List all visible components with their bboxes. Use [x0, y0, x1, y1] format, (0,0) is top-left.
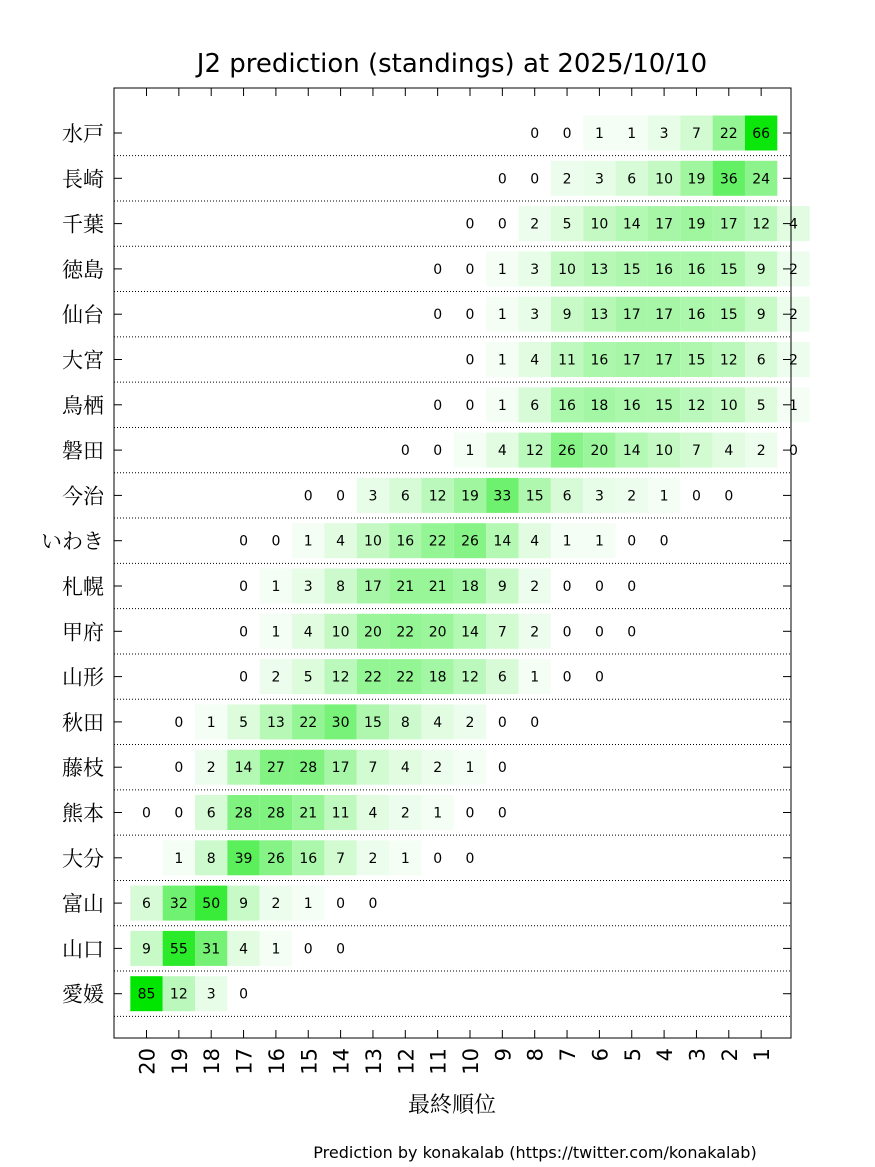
- cell-value: 22: [364, 669, 382, 686]
- cell-value: 30: [331, 714, 350, 731]
- cell-value: 0: [174, 760, 184, 777]
- x-tick-label: 3: [685, 1048, 710, 1062]
- team-label: 富山: [62, 892, 104, 917]
- cell-value: 0: [562, 624, 572, 641]
- cell-value: 4: [400, 760, 410, 777]
- chart-title: J2 prediction (standings) at 2025/10/10: [196, 49, 708, 79]
- cell-value: 66: [752, 126, 771, 142]
- cell-value: 0: [336, 941, 346, 958]
- cell-value: 16: [687, 261, 706, 278]
- cell-value: 12: [525, 443, 544, 460]
- cell-value: 22: [396, 669, 415, 686]
- cell-value: 6: [530, 397, 540, 414]
- cell-value: 7: [691, 126, 701, 142]
- cell-value: 3: [206, 986, 216, 1003]
- cell-value: 9: [497, 579, 507, 595]
- cell-value: 2: [530, 216, 540, 233]
- team-label: 山形: [62, 665, 104, 690]
- cell-value: 26: [461, 533, 479, 550]
- team-label: 藤枝: [62, 756, 104, 781]
- cell-value: 0: [433, 850, 443, 867]
- cell-value: 15: [622, 261, 641, 278]
- cell-value: 1: [174, 850, 184, 867]
- cell-value: 3: [530, 307, 540, 324]
- cell-value: 9: [756, 261, 766, 278]
- cell-value: 12: [719, 352, 738, 369]
- cell-value: 17: [331, 760, 350, 777]
- cell-value: 0: [271, 533, 281, 550]
- cell-value: 18: [428, 669, 447, 686]
- cell-value: 16: [558, 397, 576, 414]
- cell-value: 5: [562, 216, 572, 233]
- cell-value: 4: [497, 443, 507, 460]
- x-tick-label: 7: [556, 1048, 581, 1062]
- cell-value: 21: [299, 805, 318, 822]
- x-tick-label: 10: [459, 1048, 483, 1075]
- cell-value: 9: [239, 896, 249, 913]
- team-label: 磐田: [62, 439, 104, 464]
- cell-value: 0: [465, 352, 475, 369]
- cell-value: 0: [174, 805, 184, 822]
- cell-value: 4: [433, 714, 443, 731]
- cell-value: 4: [789, 216, 798, 233]
- cell-value: 8: [336, 579, 346, 595]
- cell-value: 18: [461, 579, 479, 595]
- cell-value: 17: [655, 216, 674, 233]
- cell-value: 18: [590, 397, 609, 414]
- cell-value: 12: [752, 216, 771, 233]
- cell-value: 0: [239, 624, 249, 641]
- cell-value: 10: [655, 443, 674, 460]
- x-tick-label: 14: [329, 1048, 354, 1075]
- cell-value: 0: [336, 488, 346, 505]
- cell-value: 0: [724, 488, 734, 505]
- cell-value: 0: [400, 443, 410, 460]
- cell-value: 8: [400, 714, 410, 731]
- cell-value: 1: [627, 126, 637, 142]
- cell-value: 39: [234, 850, 253, 867]
- cell-value: 12: [687, 397, 706, 414]
- cell-value: 12: [461, 669, 479, 686]
- cell-value: 14: [493, 533, 512, 550]
- cell-value: 0: [594, 669, 604, 686]
- cell-value: 5: [239, 714, 249, 731]
- cell-value: 16: [396, 533, 415, 550]
- cell-value: 0: [530, 171, 540, 188]
- cell-value: 1: [271, 624, 281, 641]
- team-label: 鳥栖: [62, 393, 104, 418]
- cell-value: 2: [789, 352, 798, 369]
- cell-value: 10: [558, 261, 576, 278]
- cell-value: 0: [530, 714, 540, 731]
- x-tick-label: 12: [394, 1048, 419, 1075]
- team-label: 愛媛: [62, 982, 104, 1007]
- cell-value: 1: [497, 397, 507, 414]
- cell-value: 0: [433, 261, 443, 278]
- cell-value: 0: [562, 669, 572, 686]
- cell-value: 0: [465, 307, 475, 324]
- cell-value: 1: [497, 307, 507, 324]
- cell-value: 1: [594, 533, 604, 550]
- cell-value: 0: [497, 714, 507, 731]
- cell-value: 1: [562, 533, 572, 550]
- cell-value: 19: [687, 171, 706, 188]
- cell-value: 0: [789, 443, 798, 460]
- cell-value: 3: [368, 488, 378, 505]
- cell-value: 0: [691, 488, 701, 505]
- cell-value: 32: [169, 896, 188, 913]
- cell-value: 6: [142, 896, 151, 913]
- team-label: 大分: [62, 846, 104, 871]
- cell-value: 1: [433, 805, 443, 822]
- cell-value: 22: [299, 714, 318, 731]
- team-label: 今治: [62, 484, 104, 509]
- cell-value: 16: [655, 261, 674, 278]
- cell-value: 2: [530, 624, 540, 641]
- cell-value: 1: [789, 397, 798, 414]
- cell-value: 2: [206, 760, 216, 777]
- cell-value: 1: [594, 126, 604, 142]
- cell-value: 1: [530, 669, 540, 686]
- x-tick-label: 20: [135, 1048, 160, 1075]
- cell-value: 17: [622, 352, 641, 369]
- cell-value: 22: [396, 624, 415, 641]
- cell-value: 22: [428, 533, 447, 550]
- x-tick-label: 17: [232, 1048, 257, 1075]
- cell-value: 28: [266, 805, 285, 822]
- cell-value: 20: [428, 624, 447, 641]
- cell-value: 4: [368, 805, 378, 822]
- x-tick-label: 15: [297, 1048, 322, 1075]
- cell-value: 15: [655, 397, 674, 414]
- x-tick-label: 9: [491, 1048, 516, 1062]
- cell-value: 4: [724, 443, 734, 460]
- team-labels: [41, 122, 105, 1007]
- cell-value: 16: [299, 850, 318, 867]
- cell-value: 6: [562, 488, 572, 505]
- cell-value: 2: [271, 669, 281, 686]
- cell-value: 2: [627, 488, 637, 505]
- cell-value: 16: [622, 397, 641, 414]
- cell-value: 28: [299, 760, 318, 777]
- x-tick-label: 5: [620, 1048, 645, 1062]
- cell-value: 85: [137, 986, 156, 1003]
- cell-value: 0: [336, 896, 346, 913]
- team-label: 熊本: [62, 801, 104, 826]
- cell-value: 0: [659, 533, 669, 550]
- team-label: 甲府: [62, 620, 104, 645]
- cell-value: 2: [400, 805, 410, 822]
- cell-value: 14: [234, 760, 253, 777]
- cell-value: 0: [497, 171, 507, 188]
- x-tick-label: 1: [750, 1048, 775, 1062]
- cell-value: 14: [622, 216, 641, 233]
- cell-value: 24: [752, 171, 771, 188]
- cell-value: 31: [202, 941, 221, 958]
- cell-value: 1: [206, 714, 216, 731]
- cell-value: 15: [525, 488, 544, 505]
- team-label: 大宮: [62, 348, 104, 373]
- cell-value: 2: [368, 850, 378, 867]
- cell-value: 7: [497, 624, 507, 641]
- cell-value: 10: [719, 397, 738, 414]
- cell-value: 16: [590, 352, 609, 369]
- cell-value: 17: [364, 579, 382, 595]
- cell-value: 6: [627, 171, 637, 188]
- cell-value: 0: [465, 216, 475, 233]
- cell-value: 15: [719, 307, 738, 324]
- team-label: 札幌: [62, 575, 104, 599]
- heatmap-cells: [130, 116, 809, 1012]
- x-tick-label: 13: [361, 1048, 386, 1075]
- x-tick-label: 4: [653, 1048, 678, 1062]
- cell-value: 17: [719, 216, 738, 233]
- cell-value: 17: [622, 307, 641, 324]
- cell-value: 27: [266, 760, 285, 777]
- cell-value: 10: [364, 533, 382, 550]
- cell-value: 26: [558, 443, 576, 460]
- cell-value: 1: [497, 261, 507, 278]
- cell-value: 11: [331, 805, 350, 822]
- cell-value: 36: [719, 171, 738, 188]
- cell-value: 8: [206, 850, 216, 867]
- cell-value: 2: [756, 443, 766, 460]
- cell-value: 21: [428, 579, 447, 595]
- x-tick-label: 19: [167, 1048, 192, 1075]
- cell-value: 15: [687, 352, 706, 369]
- cell-value: 0: [239, 533, 249, 550]
- cell-value: 6: [206, 805, 216, 822]
- cell-value: 3: [659, 126, 669, 142]
- cell-value: 1: [400, 850, 410, 867]
- cell-value: 4: [336, 533, 346, 550]
- cell-value: 4: [530, 352, 540, 369]
- cell-value: 0: [303, 488, 313, 505]
- x-tick-label: 16: [264, 1048, 289, 1075]
- cell-value: 19: [687, 216, 706, 233]
- cell-value: 17: [655, 352, 674, 369]
- cell-value: 0: [497, 216, 507, 233]
- cell-value: 1: [271, 941, 281, 958]
- cell-value: 0: [303, 941, 313, 958]
- cell-value: 14: [622, 443, 641, 460]
- cell-value: 2: [271, 896, 281, 913]
- x-tick-label: 8: [523, 1048, 548, 1062]
- cell-value: 4: [530, 533, 540, 550]
- cell-value: 12: [169, 986, 188, 1003]
- cell-value: 0: [562, 126, 572, 142]
- cell-value: 3: [594, 171, 604, 188]
- cell-value: 22: [719, 126, 738, 142]
- cell-value: 21: [396, 579, 415, 595]
- cell-value: 0: [174, 714, 184, 731]
- cell-value: 6: [400, 488, 410, 505]
- cell-value: 16: [687, 307, 706, 324]
- team-label: 水戸: [62, 122, 104, 146]
- cell-value: 6: [497, 669, 507, 686]
- cell-value: 2: [789, 261, 798, 278]
- x-tick-label: 2: [717, 1048, 742, 1062]
- cell-value: 7: [691, 443, 701, 460]
- team-label: 仙台: [62, 303, 104, 328]
- cell-value: 0: [497, 805, 507, 822]
- cell-value: 4: [303, 624, 313, 641]
- cell-value: 7: [368, 760, 378, 777]
- cell-value: 15: [719, 261, 738, 278]
- cell-value: 10: [331, 624, 350, 641]
- cell-value: 3: [303, 579, 313, 595]
- cell-value: 0: [239, 579, 249, 595]
- cell-value: 0: [562, 579, 572, 595]
- cell-value: 1: [497, 352, 507, 369]
- cell-value: 0: [239, 669, 249, 686]
- cell-value: 11: [558, 352, 576, 369]
- cell-value: 1: [271, 579, 281, 595]
- cell-value: 0: [433, 443, 443, 460]
- x-tick-label: 11: [426, 1048, 451, 1075]
- cell-value: 0: [627, 533, 637, 550]
- cell-value: 0: [368, 896, 378, 913]
- cell-value: 0: [465, 805, 475, 822]
- cell-value: 4: [239, 941, 249, 958]
- cell-value: 0: [433, 397, 443, 414]
- cell-value: 0: [142, 805, 151, 822]
- cell-value: 55: [169, 941, 188, 958]
- cell-value: 33: [493, 488, 512, 505]
- cell-value: 5: [303, 669, 313, 686]
- cell-value: 7: [336, 850, 346, 867]
- cell-value: 9: [142, 941, 151, 958]
- cell-value: 3: [594, 488, 604, 505]
- cell-value: 3: [530, 261, 540, 278]
- x-tick-labels: [136, 1048, 775, 1075]
- x-tick-label: 6: [588, 1048, 613, 1062]
- cell-value: 1: [303, 533, 313, 550]
- cell-value: 19: [461, 488, 479, 505]
- cell-value: 28: [234, 805, 253, 822]
- cell-value: 0: [465, 850, 475, 867]
- cell-value: 0: [627, 624, 637, 641]
- cell-value: 13: [590, 261, 609, 278]
- cell-value: 2: [465, 714, 475, 731]
- cell-value: 13: [266, 714, 285, 731]
- cell-value: 1: [659, 488, 669, 505]
- cell-value: 2: [562, 171, 572, 188]
- cell-value: 13: [590, 307, 609, 324]
- cell-value: 1: [303, 896, 313, 913]
- cell-value: 14: [461, 624, 479, 641]
- cell-value: 26: [266, 850, 285, 867]
- cell-value: 0: [433, 307, 443, 324]
- cell-value: 2: [433, 760, 443, 777]
- cell-value: 1: [465, 760, 475, 777]
- cell-value: 9: [562, 307, 572, 324]
- cell-value: 0: [530, 126, 540, 142]
- cell-value: 0: [594, 624, 604, 641]
- cell-value: 20: [364, 624, 382, 641]
- cell-value: 6: [756, 352, 766, 369]
- cell-value: 50: [202, 896, 221, 913]
- cell-value: 1: [465, 443, 475, 460]
- cell-value: 0: [465, 397, 475, 414]
- cell-value: 12: [428, 488, 447, 505]
- cell-value: 0: [497, 760, 507, 777]
- team-label: 山口: [62, 937, 104, 962]
- team-label: いわき: [41, 529, 104, 554]
- x-axis-label: 最終順位: [407, 1093, 497, 1118]
- team-label: 秋田: [62, 710, 104, 735]
- team-label: 徳島: [62, 257, 104, 282]
- cell-value: 5: [756, 397, 766, 414]
- cell-value: 10: [590, 216, 609, 233]
- cell-value: 20: [590, 443, 609, 460]
- team-label: 長崎: [62, 167, 104, 192]
- cell-value: 10: [655, 171, 674, 188]
- cell-value: 0: [627, 579, 637, 595]
- cell-value: 2: [789, 307, 798, 324]
- x-tick-label: 18: [200, 1048, 225, 1075]
- cell-value: 12: [331, 669, 350, 686]
- cell-value: 15: [364, 714, 382, 731]
- cell-value: 0: [465, 261, 475, 278]
- cell-value: 9: [756, 307, 766, 324]
- credit-text: Prediction by konakalab (https://twitter.com/konakalab): [313, 1143, 757, 1162]
- cell-value: 0: [594, 579, 604, 595]
- cell-value: 2: [530, 579, 540, 595]
- cell-value: 17: [655, 307, 674, 324]
- team-label: 千葉: [62, 212, 104, 237]
- cell-value: 0: [239, 986, 249, 1003]
